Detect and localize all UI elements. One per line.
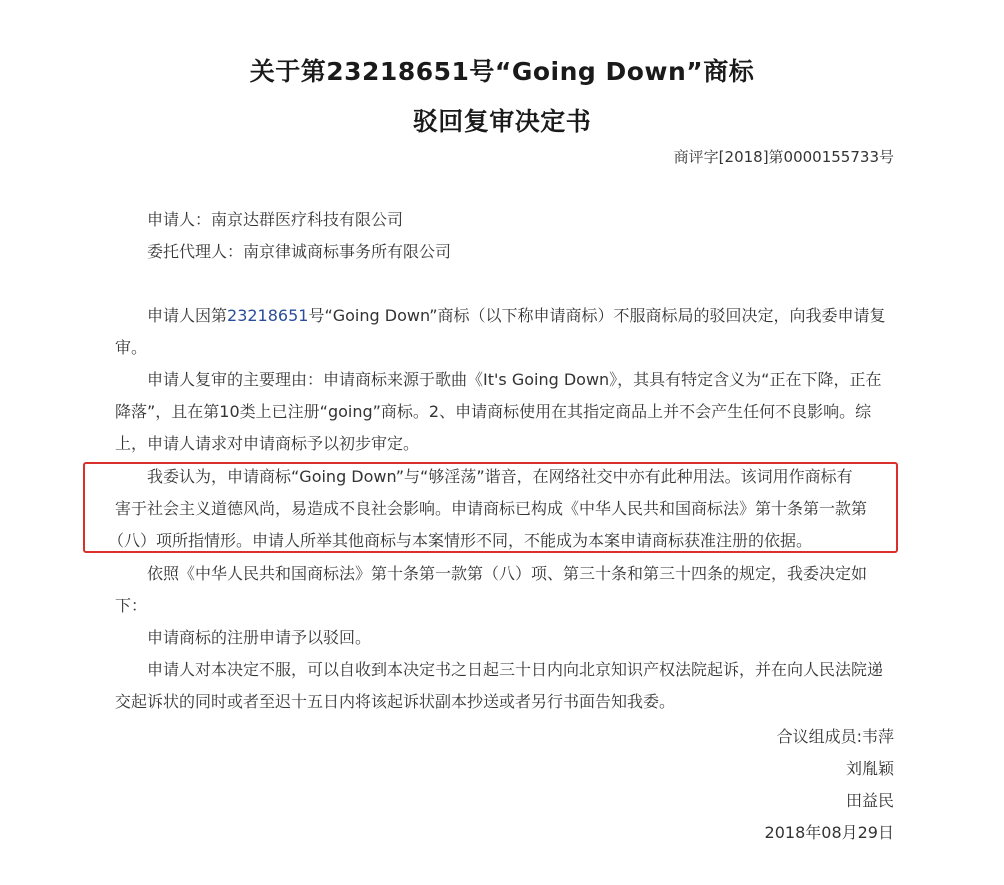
panel-member-1: 合议组成员:韦萍 (776, 727, 894, 746)
document-number: 商评字[2018]第0000155733号 (673, 148, 894, 166)
paragraph-2-line-2: 降落”，且在第10类上已注册“going”商标。2、申请商标使用在其指定商品上并不会产生任何不良影响。综 (115, 402, 872, 421)
paragraph-2-line-3: 上，申请人请求对申请商标予以初步审定。 (115, 434, 420, 453)
panel-member-3: 田益民 (845, 791, 894, 810)
paragraph-1-line-1 (147, 300, 927, 332)
panel-member-2: 刘胤颖 (845, 759, 894, 778)
paragraph-3-line-1: 我委认为，申请商标“Going Down”与“够淫荡”谐音，在网络社交中亦有此种用法。该词用作商标有 (147, 467, 853, 486)
paragraph-5: 申请商标的注册申请予以驳回。 (147, 628, 372, 647)
title-line-2: 驳回复审决定书 (412, 107, 592, 136)
paragraph-3-line-2: 害于社会主义道德风尚，易造成不良社会影响。申请商标已构成《中华人民共和国商标法》第十条第一款第 (115, 499, 868, 518)
paragraph-6-line-1: 申请人对本决定不服，可以自收到本决定书之日起三十日内向北京知识产权法院起诉，并在向人民法院递 (147, 660, 884, 679)
paragraph-4-line-1: 依照《中华人民共和国商标法》第十条第一款第（八）项、第三十条和第三十四条的规定，我委决定如 (147, 564, 868, 583)
paragraph-2-line-1: 申请人复审的主要理由：申请商标来源于歌曲《It's Going Down》，其具有特定含义为“正在下降，正在 (147, 370, 882, 389)
paragraph-1-line-2: 审。 (115, 338, 148, 357)
decision-date: 2018年08月29日 (764, 823, 894, 842)
p1-prefix: 申请人因第 (147, 306, 228, 325)
paragraph-4-line-2: 下： (115, 596, 148, 615)
paragraph-3-line-3: （八）项所指情形。申请人所举其他商标与本案情形不同，不能成为本案申请商标获准注册的依据。 (108, 531, 813, 550)
application-number-link[interactable]: 23218651 (227, 306, 309, 325)
paragraph-6-line-2: 交起诉状的同时或者至迟十五日内将该起诉状副本抄送或者另行书面告知我委。 (115, 692, 676, 711)
agent-line: 委托代理人：南京律诚商标事务所有限公司 (147, 242, 452, 261)
p1-suffix: 号“Going Down”商标（以下称申请商标）不服商标局的驳回决定，向我委申请复 (308, 306, 886, 325)
title-line-1: 关于第23218651号“Going Down”商标 (249, 57, 755, 86)
applicant-line: 申请人：南京达群医疗科技有限公司 (147, 210, 404, 229)
